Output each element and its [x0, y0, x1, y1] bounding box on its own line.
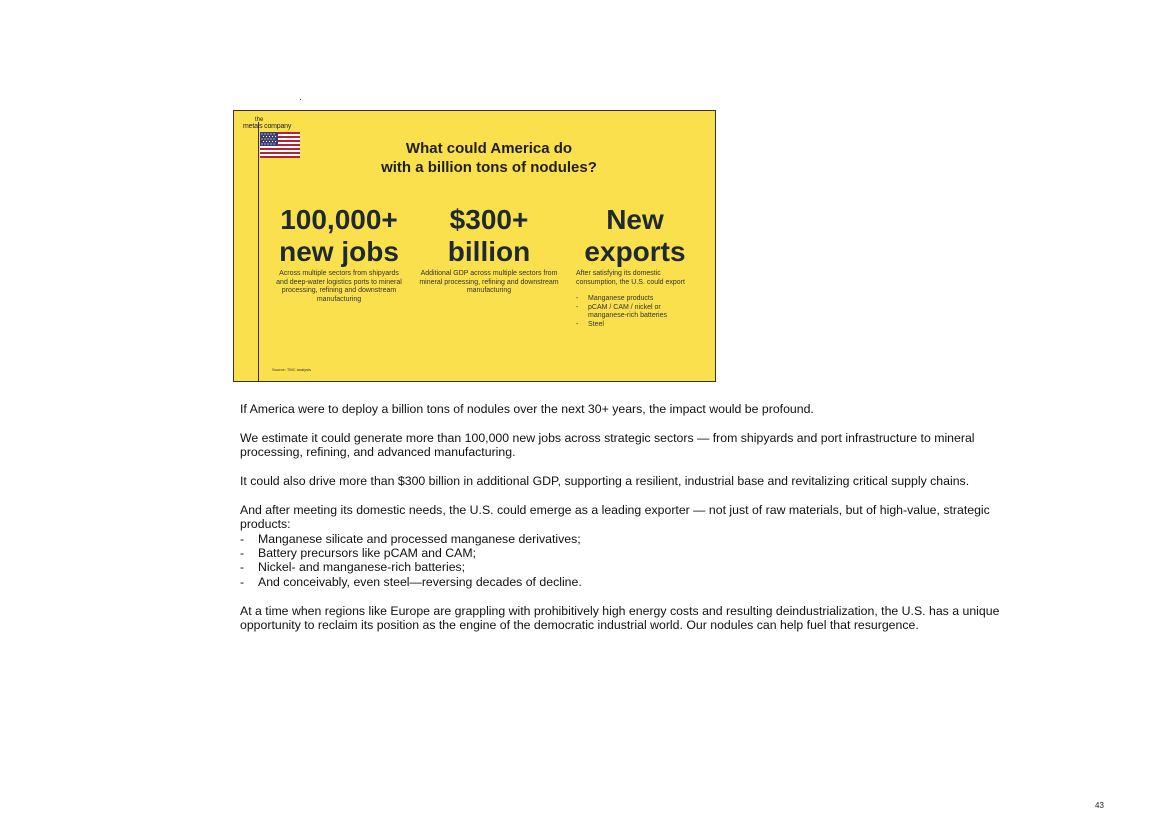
list-item: - Battery precursors like pCAM and CAM;: [240, 546, 476, 561]
stat-label: billion: [447, 236, 531, 267]
slide-title-line2: with a billion tons of nodules?: [381, 159, 597, 176]
stat-value: $300+: [449, 204, 529, 235]
page-number: 43: [1095, 801, 1104, 810]
paragraph-4: [240, 503, 1000, 589]
list-item: - And conceivably, even steel—reversing decades of decline.: [240, 574, 582, 589]
exports-intro: After satisfying its domestic consumption, the U.S. could export: [576, 270, 685, 286]
paragraph-2: We estimate it could generate more than 100,000 new jobs across strategic sectors — from shipyards and port infrastructure to mineral processing, refining, and advanced manufacturing.: [240, 430, 975, 460]
list-item: - Nickel- and manganese-rich batteries;: [240, 560, 466, 575]
exports-lead: And after meeting its domestic needs, the U.S. could emerge as a leading exporter — not just of raw materials, but of high-value, strategic products:: [240, 502, 990, 532]
stat-column-exports: [570, 204, 700, 329]
stat-label: exports: [584, 236, 686, 267]
slide-title-line1: What could America do: [405, 140, 573, 157]
us-flag-icon: [260, 132, 300, 158]
stat-value: New: [606, 204, 664, 235]
slide-image: [233, 110, 716, 382]
stat-description: [576, 270, 700, 329]
stray-dot: [300, 99, 301, 100]
stat-label: new jobs: [279, 236, 399, 267]
stat-description: Across multiple sectors from shipyards and deep-water logistics ports to mineral processing, refining and downstream manufacturing: [276, 270, 402, 303]
exports-bullet: - Manganese products: [576, 295, 654, 302]
exports-list: [240, 532, 1000, 590]
logo-name: metals company: [243, 123, 292, 130]
exports-bullet: - pCAM / CAM / nickel or manganese-rich batteries: [576, 303, 667, 319]
stat-description: Additional GDP across multiple sectors from mineral processing, refining and downstream manufacturing: [419, 270, 559, 294]
company-logo: [243, 117, 303, 133]
stat-column-gdp: [419, 204, 559, 296]
paragraph-1: If America were to deploy a billion tons of nodules over the next 30+ years, the impact would be profound.: [240, 402, 814, 416]
paragraph-5: At a time when regions like Europe are grappling with prohibitively high energy costs and resulting deindustrialization, the U.S. has a unique opportunity to reclaim its position as the engine of the democratic industrial world. Our nodules can help fuel that resurgence.: [240, 603, 1000, 633]
slide-title: [334, 139, 644, 177]
paragraph-3: It could also drive more than $300 billion in additional GDP, supporting a resilient, industrial base and revitalizing critical supply chains.: [240, 474, 970, 488]
logo-the: the: [255, 117, 264, 123]
stat-value: 100,000+: [280, 204, 398, 235]
list-item: - Manganese silicate and processed manganese derivatives;: [240, 531, 581, 546]
exports-bullet: - Steel: [576, 320, 604, 328]
stat-column-jobs: [274, 204, 404, 304]
source-note: Source: TMC analysis: [272, 367, 312, 372]
body-text: [240, 402, 1000, 647]
vertical-rule: [258, 122, 259, 382]
